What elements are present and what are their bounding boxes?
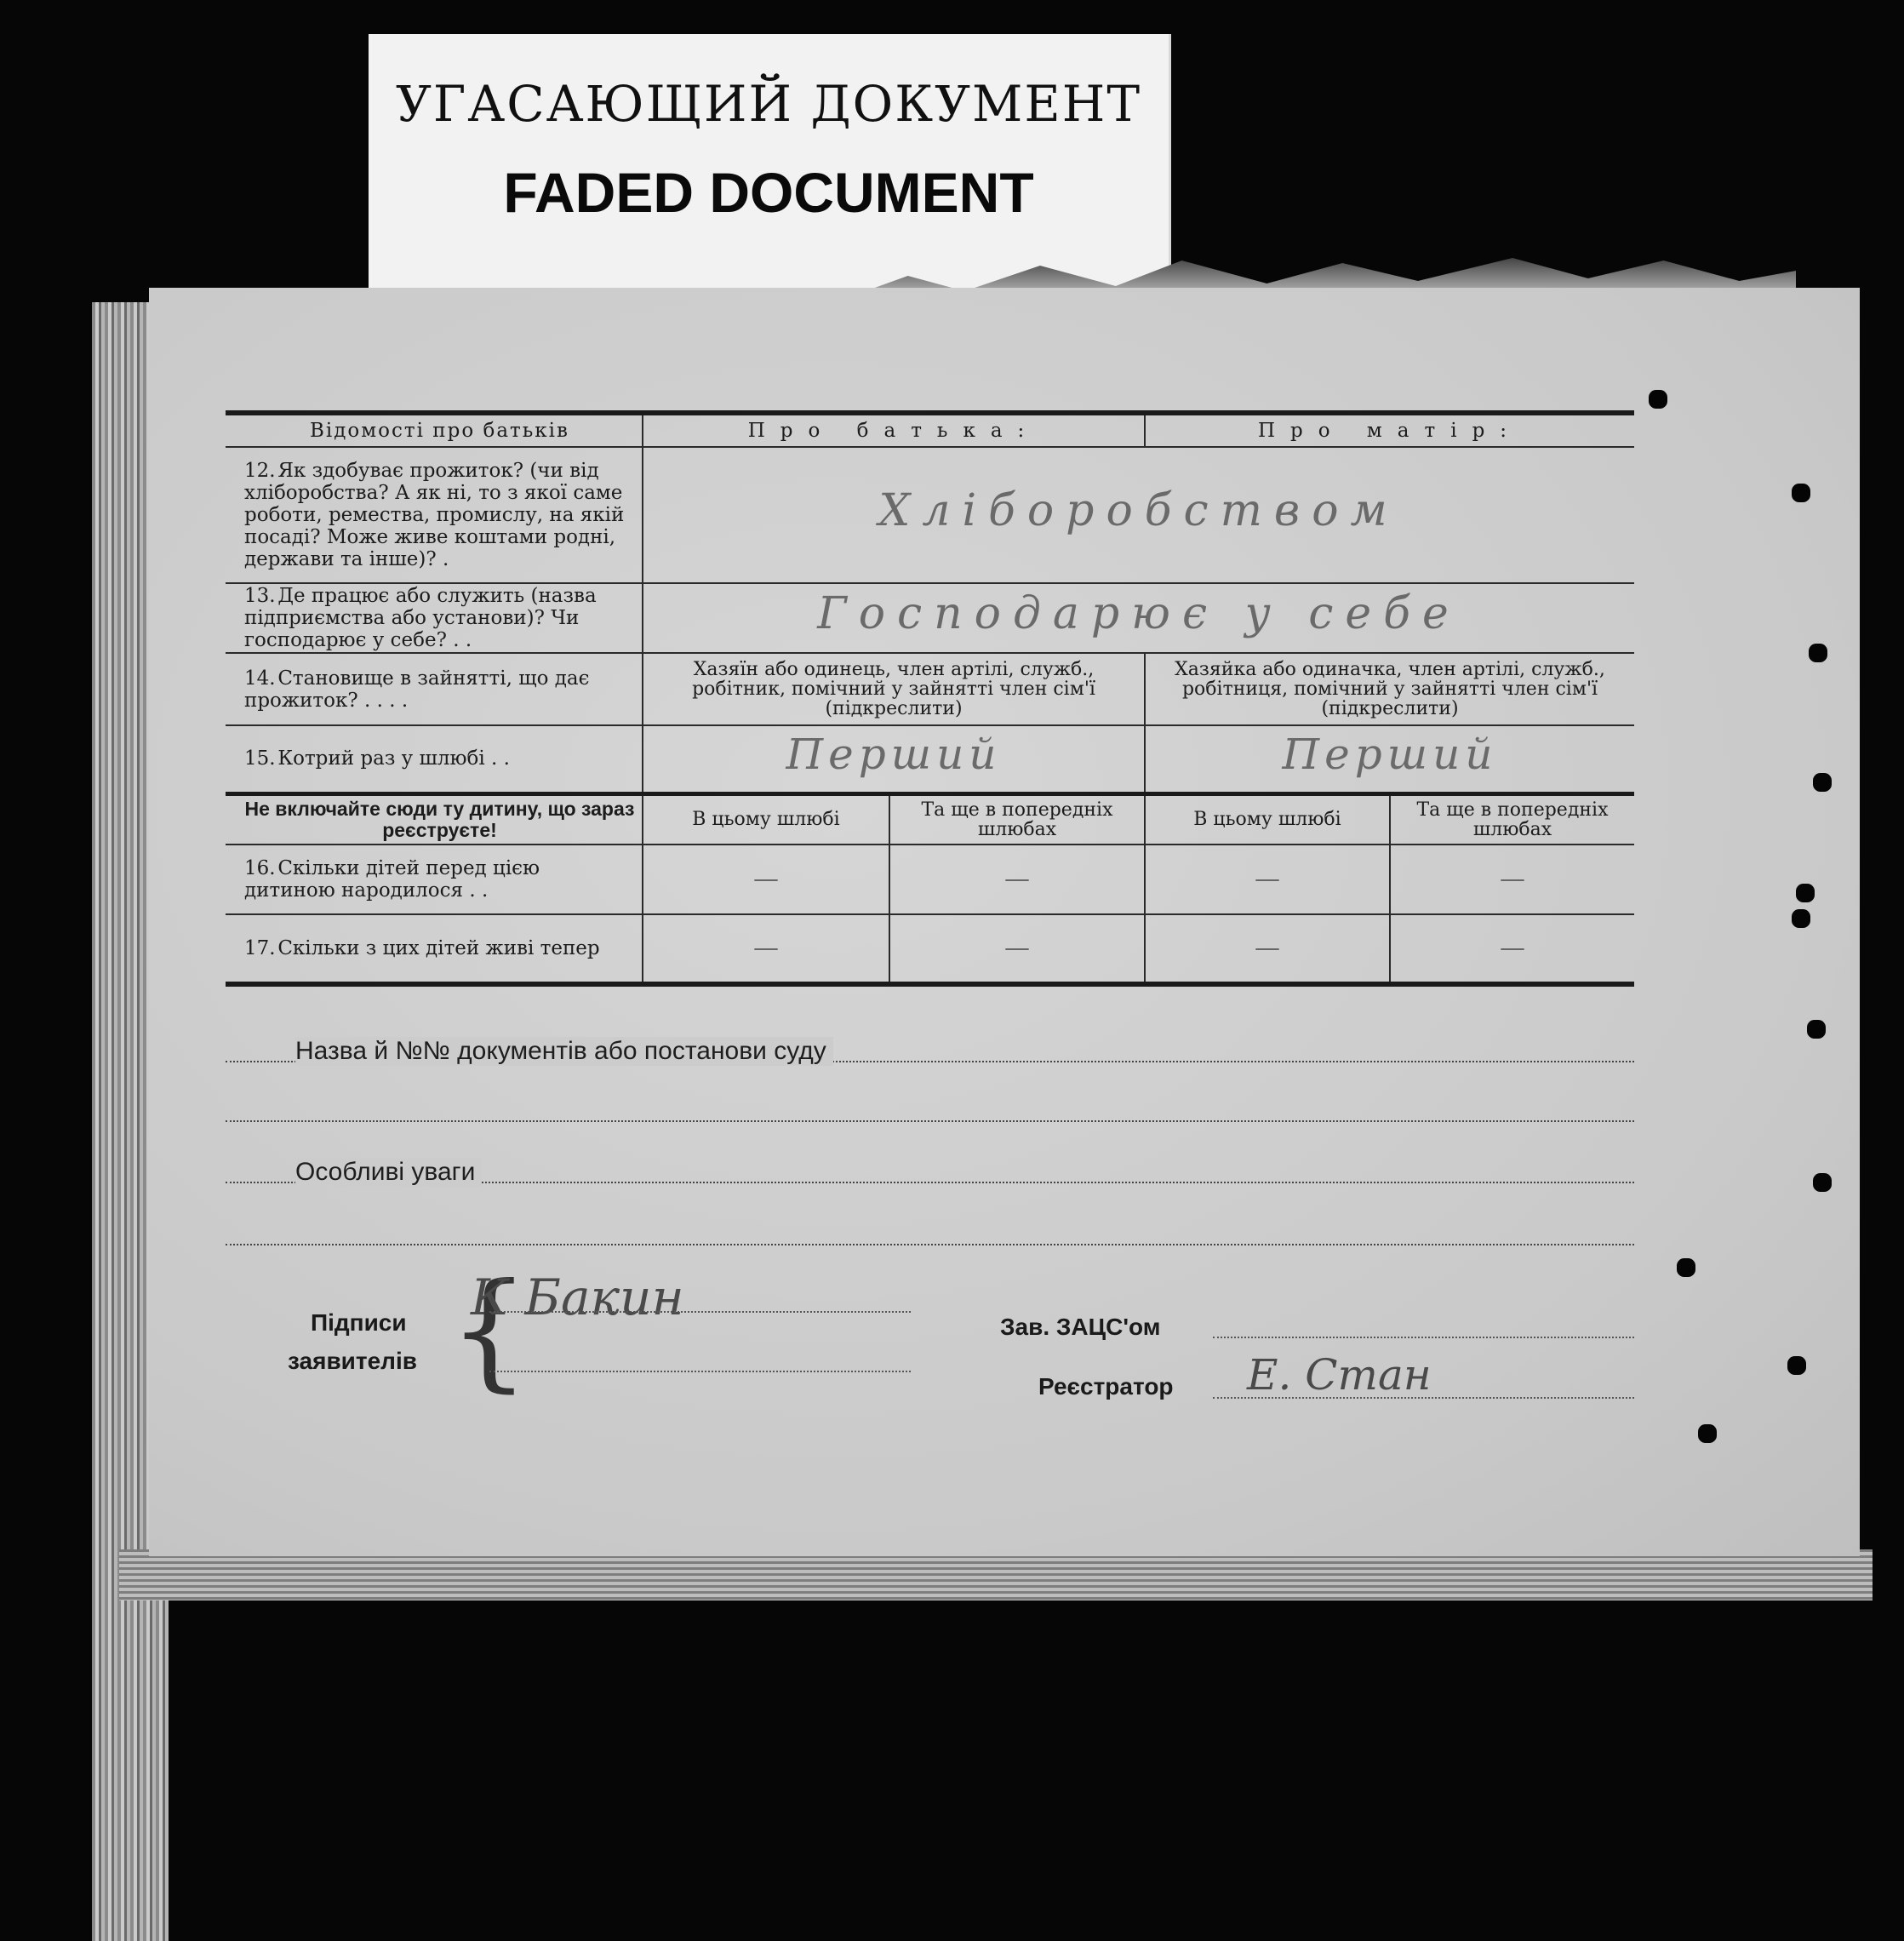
applicants-label-line-1: Підписи xyxy=(311,1309,407,1336)
mother-prev-marriages-header: Та ще в попередніх шлюбах xyxy=(1390,793,1634,845)
applicant-signature: К Бакин xyxy=(471,1268,684,1326)
question-number: 14. xyxy=(244,667,276,690)
binding-hole xyxy=(1792,909,1810,928)
question-number: 13. xyxy=(244,585,276,607)
question-14 xyxy=(226,653,643,725)
question-17 xyxy=(226,914,643,984)
father-marriage-count xyxy=(643,725,1145,793)
value-cell: — xyxy=(1145,845,1390,914)
binding-hole xyxy=(1649,390,1667,409)
handwritten-answer: Перший xyxy=(1282,730,1498,780)
book-bottom-edges xyxy=(119,1549,1873,1600)
question-13 xyxy=(226,583,643,653)
table-row xyxy=(226,845,1634,914)
documents-label: Назва й №№ документів або постанови суду xyxy=(295,1037,833,1066)
binding-hole xyxy=(1787,1356,1806,1375)
question-16 xyxy=(226,845,643,914)
head-signature-line xyxy=(1213,1337,1634,1338)
mother-occupation-options: Хазяйка або одиначка, член артілі, служб., робітниця, помічний у зайнятті член сім'ї (підкреслити) xyxy=(1145,653,1634,725)
head-label: Зав. ЗАЦС'ом xyxy=(1000,1314,1161,1340)
value-cell: — xyxy=(1390,845,1634,914)
father-occupation-options: Хазяїн або одинець, член артілі, служб., робітник, помічний у зайнятті член сім'ї (підкреслити) xyxy=(643,653,1145,725)
mother-column-header: Про матір: xyxy=(1145,413,1634,447)
value-cell: — xyxy=(1145,914,1390,984)
question-number: 17. xyxy=(244,937,276,959)
handwritten-answer: Перший xyxy=(786,730,1002,780)
question-text: Де працює або служить (назва підприємства або установи)? Чи господарює у себе? . . xyxy=(244,585,597,651)
binding-hole xyxy=(1677,1258,1695,1277)
answer-13 xyxy=(643,583,1634,653)
table-row xyxy=(226,725,1634,793)
table-row xyxy=(226,583,1634,653)
value-cell: — xyxy=(889,914,1145,984)
binding-hole xyxy=(1792,484,1810,502)
value-cell: — xyxy=(1390,914,1634,984)
faded-document-stamp xyxy=(369,34,1171,306)
question-text: Скільки дітей перед цією дитиною народилося . . xyxy=(244,857,540,902)
parents-info-table xyxy=(226,410,1634,987)
handwritten-answer: Хліборобством xyxy=(878,485,1399,536)
table-header-row xyxy=(226,413,1634,447)
applicant-signature-line xyxy=(489,1311,911,1313)
registrar-signature-line xyxy=(1213,1397,1634,1399)
father-this-marriage-header: В цьому шлюбі xyxy=(643,793,889,845)
stamp-text-ru: УГАСАЮЩИЙ ДОКУМЕНТ xyxy=(395,75,1142,133)
children-note: Не включайте сюди ту дитину, що зараз реєструєте! xyxy=(226,793,643,845)
section-header: Відомості про батьків xyxy=(226,413,643,447)
binding-hole xyxy=(1698,1424,1717,1443)
registrar-signature: Е. Стан xyxy=(1247,1350,1432,1400)
applicant-signature-line-2 xyxy=(489,1371,911,1372)
registrar-label: Реєстратор xyxy=(1038,1373,1174,1400)
question-15 xyxy=(226,725,643,793)
binding-hole xyxy=(1807,1020,1826,1039)
binding-hole xyxy=(1813,1173,1832,1192)
father-prev-marriages-header: Та ще в попередніх шлюбах xyxy=(889,793,1145,845)
applicants-label-line-2: заявителів xyxy=(288,1348,417,1374)
table-row xyxy=(226,793,1634,845)
table-row xyxy=(226,653,1634,725)
question-number: 15. xyxy=(244,747,276,770)
handwritten-answer: Господарює у себе xyxy=(817,588,1461,639)
father-column-header: Про батька: xyxy=(643,413,1145,447)
question-text: Скільки з цих дітей живі тепер xyxy=(277,937,600,959)
table-row xyxy=(226,447,1634,583)
documents-line-2 xyxy=(226,1120,1634,1122)
stamp-text-en: FADED DOCUMENT xyxy=(503,161,1034,224)
table-row xyxy=(226,914,1634,984)
mother-this-marriage-header: В цьому шлюбі xyxy=(1145,793,1390,845)
binding-hole xyxy=(1813,773,1832,792)
remarks-line-2 xyxy=(226,1244,1634,1245)
question-text: Як здобуває прожиток? (чи від хліборобства? А як ні, то з якої саме роботи, ремества, промислу, на якій посаді? Може живе коштами родні, держави та інше)? . xyxy=(244,460,625,570)
question-text: Становище в зайнятті, що дає прожиток? . . . . xyxy=(244,667,590,712)
brace-symbol: { xyxy=(449,1257,530,1405)
value-cell: — xyxy=(643,845,889,914)
answer-12 xyxy=(643,447,1634,583)
binding-hole xyxy=(1809,644,1827,662)
value-cell: — xyxy=(643,914,889,984)
question-12 xyxy=(226,447,643,583)
binding-hole xyxy=(1796,884,1815,902)
question-text: Котрий раз у шлюбі . . xyxy=(277,747,510,770)
remarks-label: Особливі уваги xyxy=(295,1158,482,1187)
question-number: 16. xyxy=(244,857,276,879)
form-page xyxy=(149,288,1860,1556)
mother-marriage-count xyxy=(1145,725,1634,793)
value-cell: — xyxy=(889,845,1145,914)
question-number: 12. xyxy=(244,460,276,482)
